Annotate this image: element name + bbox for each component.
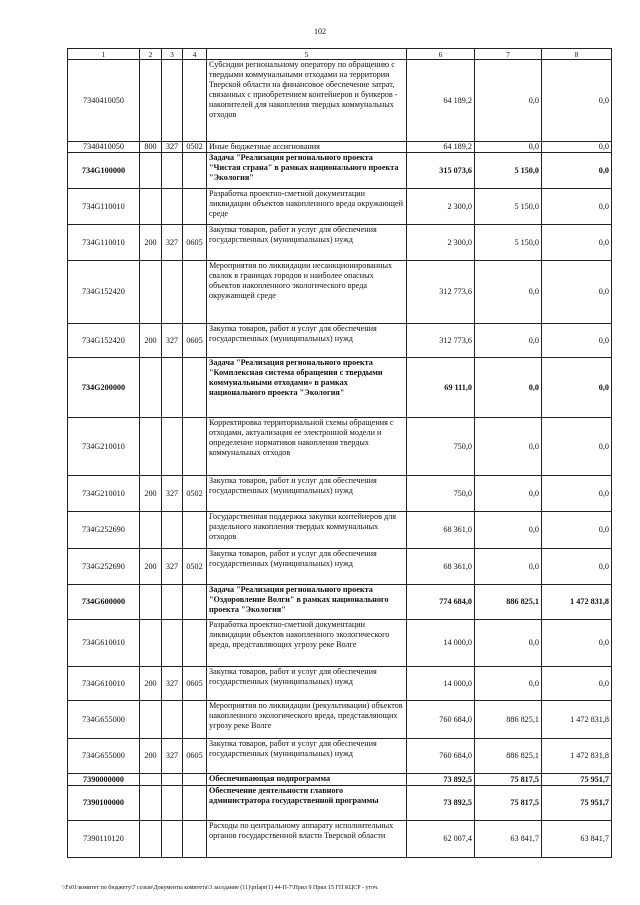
row-description-cell: Закупка товаров, работ и услуг для обеспечения государственных (муниципальных) нужд — [207, 549, 407, 585]
row-amount-col6-cell: 62 007,4 — [407, 821, 475, 858]
row-col3-cell — [162, 585, 183, 620]
row-amount-col8-cell: 0,0 — [542, 549, 612, 585]
row-amount-col7-cell: 0,0 — [475, 142, 542, 153]
row-col2-cell: 200 — [140, 476, 162, 512]
row-description-cell: Обеспечение деятельности главного администратора государственной программы — [207, 786, 407, 821]
row-amount-col7-cell: 0,0 — [475, 261, 542, 324]
column-header: 5 — [207, 49, 407, 60]
row-col3-cell: 327 — [162, 142, 183, 153]
row-amount-col7-cell: 0,0 — [475, 358, 542, 418]
row-description-cell: Закупка товаров, работ и услуг для обеспечения государственных (муниципальных) нужд — [207, 476, 407, 512]
row-amount-col7-cell: 886 825,1 — [475, 739, 542, 774]
row-description-cell: Разработка проектно-сметной документации ликвидации объектов накопленного вреда окружающей среде — [207, 189, 407, 225]
row-col2-cell — [140, 821, 162, 858]
row-description-cell: Разработка проектно-сметной документации ликвидации объектов накопленного экологического вреда, представляющих угрозу реке Волге — [207, 620, 407, 667]
row-col2-cell: 200 — [140, 225, 162, 261]
row-col4-cell — [183, 60, 207, 142]
column-header: 7 — [475, 49, 542, 60]
row-code-cell: 734G152420 — [68, 261, 140, 324]
row-amount-col6-cell: 64 189,2 — [407, 60, 475, 142]
row-description-cell: Иные бюджетные ассигнования — [207, 142, 407, 153]
row-col4-cell: 0605 — [183, 739, 207, 774]
row-amount-col8-cell: 75 951,7 — [542, 774, 612, 786]
row-amount-col8-cell: 75 951,7 — [542, 786, 612, 821]
row-amount-col6-cell: 2 300,0 — [407, 189, 475, 225]
row-amount-col6-cell: 68 361,0 — [407, 512, 475, 549]
row-amount-col6-cell: 312 773,6 — [407, 324, 475, 358]
row-col4-cell: 0502 — [183, 476, 207, 512]
row-code-cell: 734G610010 — [68, 667, 140, 701]
row-amount-col7-cell: 0,0 — [475, 512, 542, 549]
row-amount-col8-cell: 0,0 — [542, 667, 612, 701]
row-amount-col7-cell: 0,0 — [475, 667, 542, 701]
row-description-cell: Закупка товаров, работ и услуг для обеспечения государственных (муниципальных) нужд — [207, 739, 407, 774]
row-col4-cell — [183, 585, 207, 620]
row-amount-col6-cell: 69 111,0 — [407, 358, 475, 418]
column-header: 8 — [542, 49, 612, 60]
table-row — [68, 261, 612, 324]
row-code-cell: 734G655000 — [68, 701, 140, 739]
row-description-cell: Государственная поддержка закупки контейнеров для раздельного накопления твердых коммунальных отходов — [207, 512, 407, 549]
row-code-cell: 7340410050 — [68, 142, 140, 153]
row-col2-cell — [140, 774, 162, 786]
row-amount-col7-cell: 5 150,0 — [475, 225, 542, 261]
table-row — [68, 225, 612, 261]
table-row — [68, 739, 612, 774]
row-amount-col8-cell: 0,0 — [542, 189, 612, 225]
row-col3-cell — [162, 261, 183, 324]
table-row — [68, 324, 612, 358]
row-col4-cell — [183, 821, 207, 858]
row-code-cell: 7340410050 — [68, 60, 140, 142]
column-header: 6 — [407, 49, 475, 60]
row-amount-col7-cell: 0,0 — [475, 549, 542, 585]
row-description-cell: Задача "Реализация регионального проекта "Оздоровление Волги" в рамках национального проекта "Экология" — [207, 585, 407, 620]
row-amount-col6-cell: 68 361,0 — [407, 549, 475, 585]
row-amount-col8-cell: 0,0 — [542, 225, 612, 261]
row-col3-cell — [162, 701, 183, 739]
row-code-cell: 734G252690 — [68, 549, 140, 585]
footer-file-path: \\Fs01\комитет по бюджету\7 созыв\Документы комитета\3 заседание (11)\prlapr(1) 44-П-7\Прил 9 Прил 15 ГП КЦСР - уточ. — [62, 885, 379, 891]
row-amount-col6-cell: 750,0 — [407, 476, 475, 512]
column-header: 3 — [162, 49, 183, 60]
row-col4-cell — [183, 358, 207, 418]
row-amount-col7-cell: 0,0 — [475, 418, 542, 476]
row-col2-cell — [140, 585, 162, 620]
row-amount-col8-cell: 0,0 — [542, 153, 612, 189]
row-col2-cell — [140, 620, 162, 667]
row-amount-col6-cell: 750,0 — [407, 418, 475, 476]
row-amount-col8-cell: 0,0 — [542, 142, 612, 153]
row-code-cell: 7390100000 — [68, 786, 140, 821]
row-col4-cell: 0605 — [183, 225, 207, 261]
row-col3-cell: 327 — [162, 225, 183, 261]
row-description-cell: Закупка товаров, работ и услуг для обеспечения государственных (муниципальных) нужд — [207, 667, 407, 701]
row-code-cell: 734G200000 — [68, 358, 140, 418]
row-amount-col7-cell: 0,0 — [475, 476, 542, 512]
row-col2-cell: 200 — [140, 324, 162, 358]
row-col2-cell — [140, 153, 162, 189]
row-col2-cell: 200 — [140, 739, 162, 774]
row-code-cell: 734G110010 — [68, 189, 140, 225]
row-col4-cell — [183, 153, 207, 189]
row-amount-col6-cell: 760 684,0 — [407, 701, 475, 739]
row-amount-col7-cell: 886 825,1 — [475, 585, 542, 620]
row-col4-cell — [183, 189, 207, 225]
row-description-cell: Задача "Реализация регионального проекта "Комплексная система обращения с твердыми коммунальными отходами» в рамках национального проекта "Экология" — [207, 358, 407, 418]
row-amount-col8-cell: 0,0 — [542, 476, 612, 512]
row-amount-col7-cell: 0,0 — [475, 620, 542, 667]
row-col3-cell: 327 — [162, 476, 183, 512]
row-col3-cell: 327 — [162, 324, 183, 358]
row-col4-cell — [183, 418, 207, 476]
row-col2-cell — [140, 701, 162, 739]
row-amount-col7-cell: 75 817,5 — [475, 774, 542, 786]
row-col3-cell — [162, 189, 183, 225]
row-code-cell: 734G100000 — [68, 153, 140, 189]
row-col2-cell: 200 — [140, 667, 162, 701]
table-row — [68, 786, 612, 821]
row-description-cell: Субсидии региональному оператору по обращению с твердыми коммунальными отходами на территории Тверской области на финансовое обеспечение затрат, связанных с приобретением контейнеров и бункеров - накопителей для накопления твердых коммунальных отходов — [207, 60, 407, 142]
row-code-cell: 734G210010 — [68, 476, 140, 512]
row-code-cell: 734G252690 — [68, 512, 140, 549]
row-col4-cell — [183, 774, 207, 786]
row-col3-cell — [162, 774, 183, 786]
table-row — [68, 418, 612, 476]
row-col4-cell: 0605 — [183, 667, 207, 701]
row-col4-cell — [183, 701, 207, 739]
row-col3-cell: 327 — [162, 739, 183, 774]
table-row — [68, 549, 612, 585]
row-code-cell: 734G610010 — [68, 620, 140, 667]
row-amount-col6-cell: 14 000,0 — [407, 620, 475, 667]
row-code-cell: 734G110010 — [68, 225, 140, 261]
table-row — [68, 821, 612, 858]
table-row — [68, 701, 612, 739]
row-description-cell: Обеспечивающая подпрограмма — [207, 774, 407, 786]
row-amount-col6-cell: 760 684,0 — [407, 739, 475, 774]
row-col3-cell: 327 — [162, 549, 183, 585]
table-row — [68, 476, 612, 512]
row-amount-col8-cell: 0,0 — [542, 512, 612, 549]
row-amount-col8-cell: 0,0 — [542, 358, 612, 418]
row-description-cell: Мероприятия по ликвидации несанкционированных свалок в границах городов и наиболее опасных объектов накопленного экологического вреда окружающей среде — [207, 261, 407, 324]
row-amount-col8-cell: 63 841,7 — [542, 821, 612, 858]
table-row — [68, 60, 612, 142]
column-header: 2 — [140, 49, 162, 60]
row-description-cell: Закупка товаров, работ и услуг для обеспечения государственных (муниципальных) нужд — [207, 324, 407, 358]
row-amount-col8-cell: 1 472 831,8 — [542, 739, 612, 774]
row-col3-cell — [162, 512, 183, 549]
row-amount-col7-cell: 5 150,0 — [475, 189, 542, 225]
row-description-cell: Корректировка территориальной схемы обращения с отходами, актуализация ее электронной модели и определение нормативов накопления твердых коммунальных отходов — [207, 418, 407, 476]
row-amount-col8-cell: 0,0 — [542, 261, 612, 324]
row-amount-col6-cell: 774 684,0 — [407, 585, 475, 620]
row-col3-cell — [162, 620, 183, 667]
row-amount-col7-cell: 75 817,5 — [475, 786, 542, 821]
column-header: 1 — [68, 49, 140, 60]
row-amount-col8-cell: 0,0 — [542, 324, 612, 358]
row-amount-col7-cell: 886 825,1 — [475, 701, 542, 739]
table-row — [68, 358, 612, 418]
row-col2-cell: 800 — [140, 142, 162, 153]
row-amount-col7-cell: 5 150,0 — [475, 153, 542, 189]
row-code-cell: 7390000000 — [68, 774, 140, 786]
row-amount-col6-cell: 2 300,0 — [407, 225, 475, 261]
table-row — [68, 189, 612, 225]
row-col3-cell — [162, 418, 183, 476]
row-amount-col6-cell: 73 892,5 — [407, 774, 475, 786]
row-col3-cell — [162, 821, 183, 858]
row-col3-cell — [162, 786, 183, 821]
row-description-cell: Закупка товаров, работ и услуг для обеспечения государственных (муниципальных) нужд — [207, 225, 407, 261]
row-col2-cell — [140, 786, 162, 821]
row-description-cell: Расходы по центральному аппарату исполнительных органов государственной власти Тверской области — [207, 821, 407, 858]
row-col3-cell — [162, 358, 183, 418]
row-description-cell: Мероприятия по ликвидации (рекультивации) объектов накопленного экологического вреда, представляющих угрозу реке Волге — [207, 701, 407, 739]
row-description-cell: Задача "Реализация регионального проекта "Чистая страна" в рамках национального проекта "Экология" — [207, 153, 407, 189]
page-number: 102 — [314, 27, 326, 36]
row-col3-cell — [162, 153, 183, 189]
row-amount-col8-cell: 0,0 — [542, 418, 612, 476]
row-col2-cell — [140, 512, 162, 549]
row-amount-col8-cell: 0,0 — [542, 60, 612, 142]
row-code-cell: 734G600000 — [68, 585, 140, 620]
row-col4-cell — [183, 786, 207, 821]
row-amount-col7-cell: 0,0 — [475, 324, 542, 358]
row-col2-cell: 200 — [140, 549, 162, 585]
row-col2-cell — [140, 189, 162, 225]
row-amount-col7-cell: 0,0 — [475, 60, 542, 142]
row-code-cell: 7390110120 — [68, 821, 140, 858]
row-col2-cell — [140, 358, 162, 418]
row-col4-cell — [183, 620, 207, 667]
row-col2-cell — [140, 261, 162, 324]
row-col4-cell — [183, 512, 207, 549]
row-code-cell: 734G152420 — [68, 324, 140, 358]
row-col2-cell — [140, 60, 162, 142]
row-col3-cell: 327 — [162, 667, 183, 701]
row-col3-cell — [162, 60, 183, 142]
row-amount-col6-cell: 73 892,5 — [407, 786, 475, 821]
table-row — [68, 774, 612, 786]
table-body — [68, 60, 612, 858]
table-row — [68, 620, 612, 667]
row-amount-col6-cell: 312 773,6 — [407, 261, 475, 324]
row-amount-col7-cell: 63 841,7 — [475, 821, 542, 858]
row-amount-col6-cell: 315 073,6 — [407, 153, 475, 189]
table-row — [68, 512, 612, 549]
table-row — [68, 585, 612, 620]
row-amount-col8-cell: 1 472 831,8 — [542, 701, 612, 739]
row-amount-col6-cell: 64 189,2 — [407, 142, 475, 153]
row-col4-cell: 0605 — [183, 324, 207, 358]
table-row — [68, 153, 612, 189]
header-row — [68, 49, 612, 60]
column-header: 4 — [183, 49, 207, 60]
table-row — [68, 667, 612, 701]
budget-table — [67, 48, 612, 858]
row-code-cell: 734G655000 — [68, 739, 140, 774]
table-row — [68, 142, 612, 153]
row-amount-col8-cell: 0,0 — [542, 620, 612, 667]
row-col2-cell — [140, 418, 162, 476]
row-amount-col8-cell: 1 472 831,8 — [542, 585, 612, 620]
row-amount-col6-cell: 14 000,0 — [407, 667, 475, 701]
row-col4-cell: 0502 — [183, 142, 207, 153]
row-code-cell: 734G210010 — [68, 418, 140, 476]
row-col4-cell: 0502 — [183, 549, 207, 585]
row-col4-cell — [183, 261, 207, 324]
